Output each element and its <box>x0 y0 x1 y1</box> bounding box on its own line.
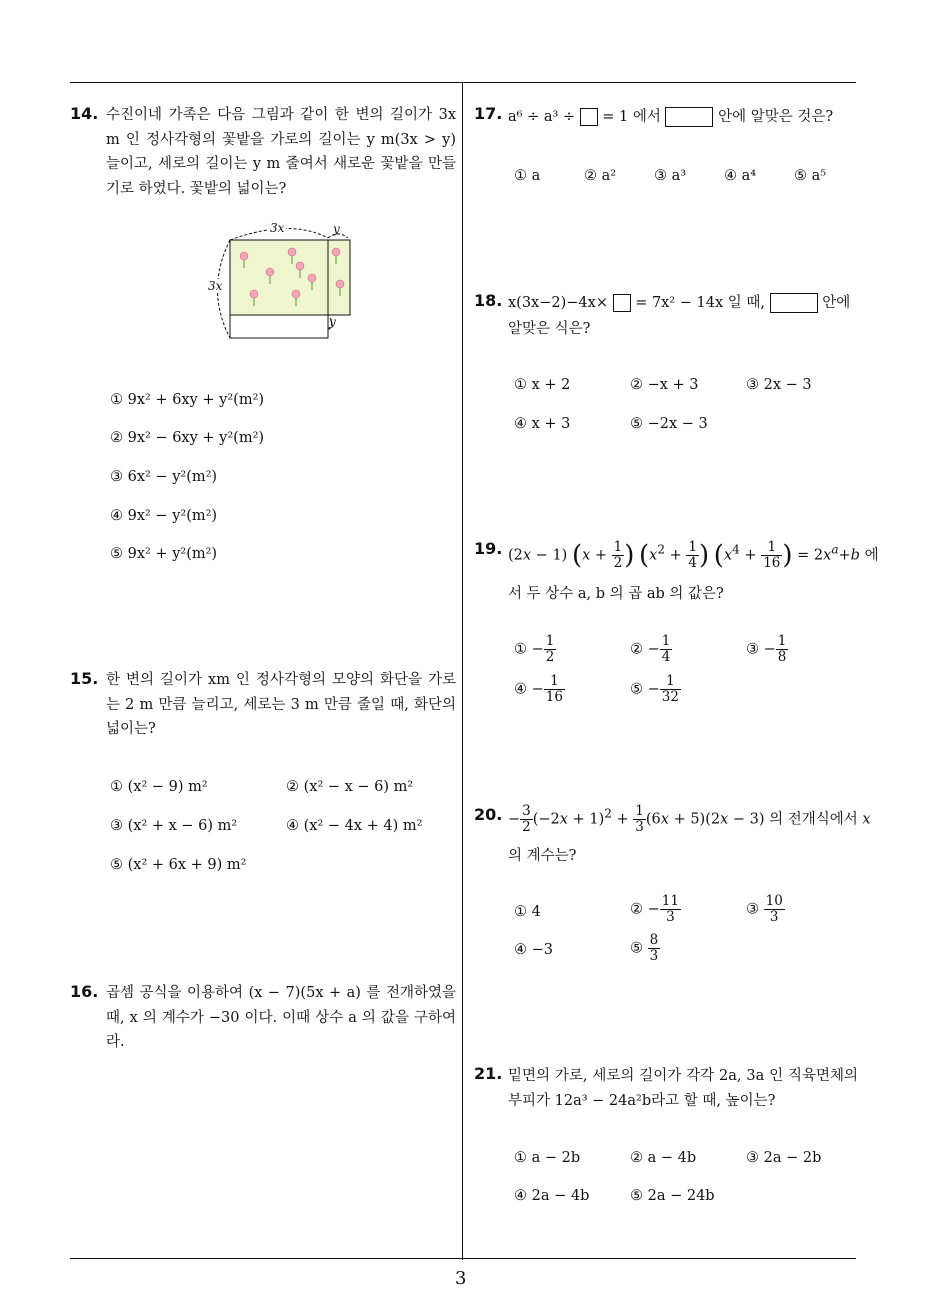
q18-option-2[interactable]: ② −x + 3 <box>630 377 699 393</box>
question-19-number: 19. <box>474 539 503 558</box>
answer-blank-box-wide <box>770 293 818 313</box>
q17-expr-mid: = 1 에서 <box>602 109 661 125</box>
q17-option-3[interactable]: ③ a³ <box>654 168 687 184</box>
question-18-number: 18. <box>474 291 503 310</box>
q14-option-2[interactable]: ② 9x² − 6xy + y²(m²) <box>110 430 265 446</box>
q20-line2: 의 계수는? <box>508 848 577 864</box>
q19-option-2[interactable]: ② − $\frac{1}{4}$ <box>630 633 671 665</box>
question-17-number: 17. <box>474 104 503 123</box>
q19-option-4[interactable]: ④ − $\frac{1}{16}$ <box>514 673 563 705</box>
page-number: 3 <box>455 1268 467 1289</box>
q20-option-2[interactable]: ② − $\frac{11}{3}$ <box>630 893 679 925</box>
answer-blank-box <box>613 294 631 312</box>
q15-option-5[interactable]: ⑤ (x² + 6x + 9) m² <box>110 857 247 873</box>
q17-option-2[interactable]: ② a² <box>584 168 617 184</box>
q21-option-5[interactable]: ⑤ 2a − 24b <box>630 1188 715 1204</box>
q19-option-5[interactable]: ⑤ − $\frac{1}{32}$ <box>630 673 679 705</box>
question-18-text <box>508 291 850 315</box>
q17-option-1[interactable]: ① a <box>514 168 541 184</box>
q20-option-4[interactable]: ④ −3 <box>514 942 553 958</box>
q21-option-3[interactable]: ③ 2a − 2b <box>746 1150 822 1166</box>
figure-label-bottom-y: y <box>329 315 336 329</box>
question-21-text: 밑면의 가로, 세로의 길이가 각각 2a, 3a 인 직육면체의 부피가 12a³ − 24a²b라고 할 때, 높이는? <box>508 1068 858 1109</box>
q18-expr-right: 안에 <box>822 295 851 311</box>
q14-option-5[interactable]: ⑤ 9x² + y²(m²) <box>110 546 218 562</box>
figure-label-top-y: y <box>333 222 340 236</box>
question-15-text: 한 변의 길이가 xm 인 정사각형의 모양의 화단을 가로는 2 m 만큼 늘리고, 세로는 3 m 만큼 줄일 때, 화단의 넓이는? <box>106 672 456 737</box>
q15-option-2[interactable]: ② (x² − x − 6) m² <box>286 779 414 795</box>
q15-option-4[interactable]: ④ (x² − 4x + 4) m² <box>286 818 423 834</box>
question-16-text: 곱셈 공식을 이용하여 (x − 7)(5x + a) 를 전개하였을 때, x 의 계수가 −30 이다. 이때 상수 a 의 값을 구하여라. <box>106 985 456 1050</box>
q21-option-1[interactable]: ① a − 2b <box>514 1150 581 1166</box>
question-21-number: 21. <box>474 1064 503 1083</box>
q18-option-4[interactable]: ④ x + 3 <box>514 416 571 432</box>
answer-blank-box-wide <box>665 107 713 127</box>
bottom-rule <box>70 1258 856 1259</box>
question-17-text <box>508 105 833 129</box>
q20-option-3[interactable]: ③ $\frac{10}{3}$ <box>746 893 783 925</box>
q17-option-4[interactable]: ④ a⁴ <box>724 168 757 184</box>
q17-expr-right: 안에 알맞은 것은? <box>718 109 834 125</box>
q20-option-5[interactable]: ⑤ $\frac{8}{3}$ <box>630 932 659 964</box>
question-14-text: 수진이네 가족은 다음 그림과 같이 한 변의 길이가 3x m 인 정사각형의 꽃밭을 가로의 길이는 y m(3x > y) 늘이고, 세로의 길이는 y m 줄여서 새로운 꽃밭을 만들기로 하였다. 꽃밭의 넓이는? <box>106 107 456 197</box>
top-rule <box>70 82 856 83</box>
q17-option-5[interactable]: ⑤ a⁵ <box>794 168 827 184</box>
figure-label-top: 3x <box>270 221 285 235</box>
q18-option-1[interactable]: ① x + 2 <box>514 377 571 393</box>
answer-blank-box <box>580 108 598 126</box>
question-16-number: 16. <box>70 982 99 1001</box>
question-19-expression: (2x − 1) (x + $\frac{1}{2}$ ) ($x^2$ + $\frac{1}{4}$ ) ($x^4$ + $\frac{1}{16}$ ) = $2x^a+b$ 에 <box>508 539 879 571</box>
q19-option-1[interactable]: ① − $\frac{1}{2}$ <box>514 633 555 665</box>
question-15-number: 15. <box>70 669 99 688</box>
q17-expr-left: a⁶ ÷ a³ ÷ <box>508 109 576 125</box>
q18-expr-left: x(3x−2)−4x× <box>508 295 608 311</box>
q15-option-1[interactable]: ① (x² − 9) m² <box>110 779 208 795</box>
q14-option-1[interactable]: ① 9x² + 6xy + y²(m²) <box>110 392 265 408</box>
q19-option-3[interactable]: ③ − $\frac{1}{8}$ <box>746 633 787 665</box>
q18-option-3[interactable]: ③ 2x − 3 <box>746 377 812 393</box>
q21-option-2[interactable]: ② a − 4b <box>630 1150 697 1166</box>
figure-label-left: 3x <box>208 279 223 293</box>
q14-option-3[interactable]: ③ 6x² − y²(m²) <box>110 469 218 485</box>
q19-line2: 서 두 상수 a, b 의 곱 ab 의 값은? <box>508 586 724 602</box>
q18-line2: 알맞은 식은? <box>508 321 591 337</box>
question-20-expression: − $\frac{3}{2}$ $(-2x + 1)^2$ + $\frac{1}{3}$ (6x + 5)(2x − 3) 의 전개식에서 x <box>508 803 871 835</box>
question-14-number: 14. <box>70 104 99 123</box>
q15-option-3[interactable]: ③ (x² + x − 6) m² <box>110 818 238 834</box>
q18-expr-mid: = 7x² − 14x 일 때, <box>635 295 766 311</box>
q20-option-1[interactable]: ① 4 <box>514 904 541 920</box>
flower-bed-figure <box>200 220 360 345</box>
q18-option-5[interactable]: ⑤ −2x − 3 <box>630 416 708 432</box>
q14-option-4[interactable]: ④ 9x² − y²(m²) <box>110 508 218 524</box>
question-20-number: 20. <box>474 805 503 824</box>
column-divider <box>462 82 463 1260</box>
q21-option-4[interactable]: ④ 2a − 4b <box>514 1188 590 1204</box>
